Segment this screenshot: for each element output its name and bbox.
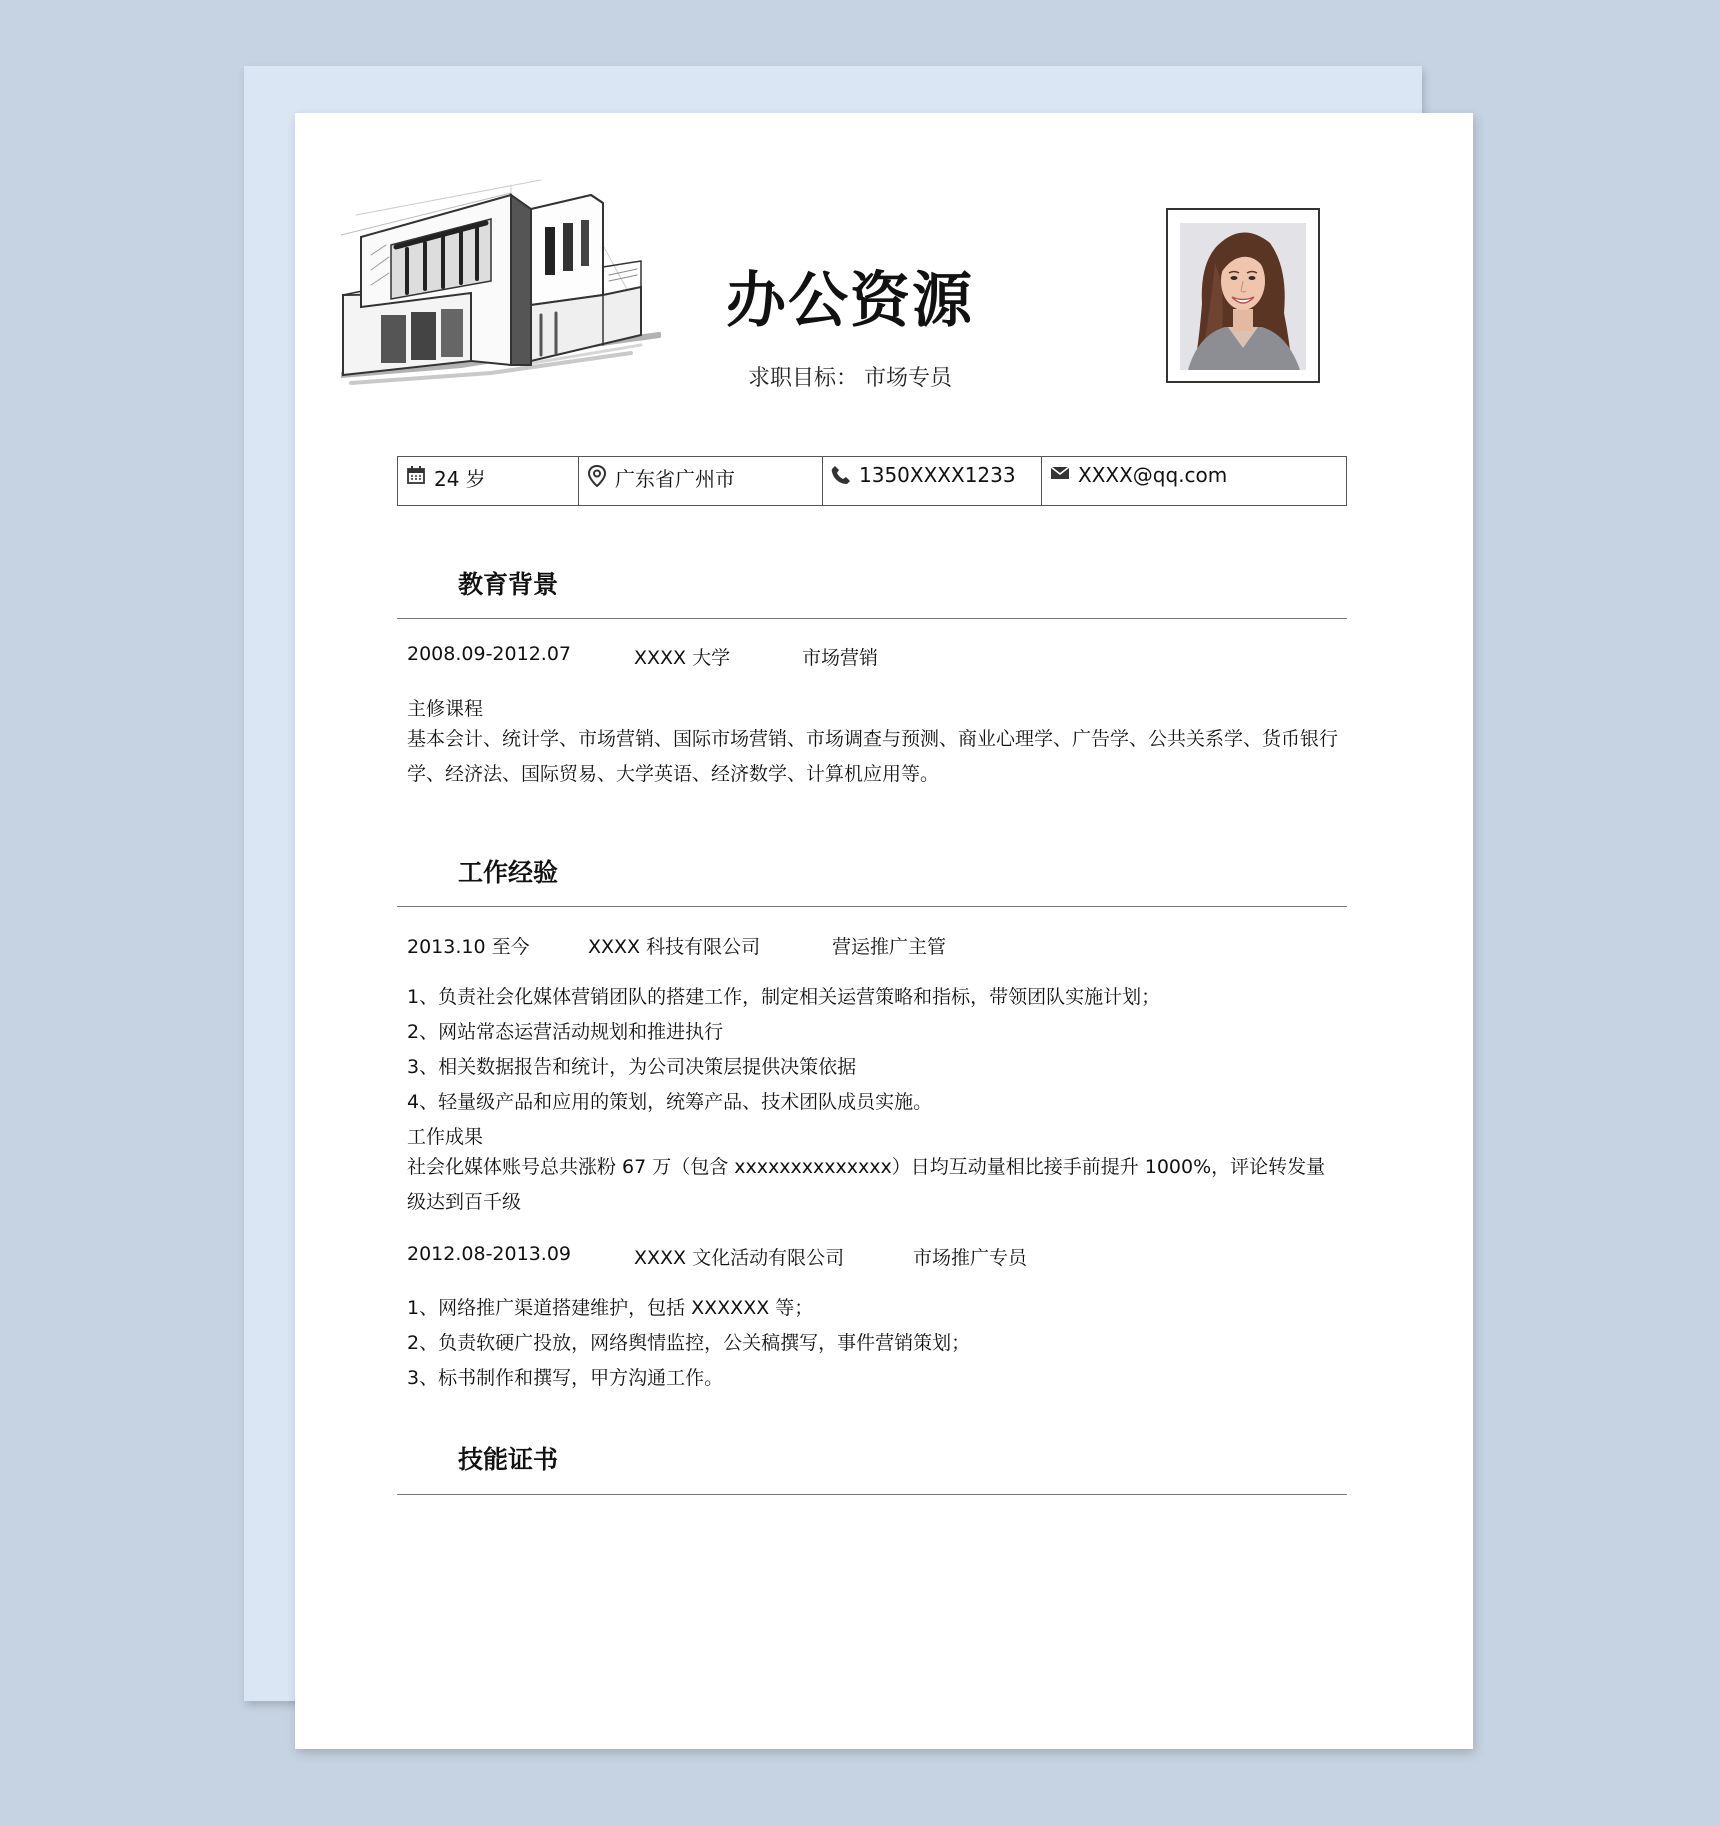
skills-divider (397, 1494, 1347, 1495)
resume-page (295, 113, 1473, 1749)
skills-title: 技能证书 (458, 1445, 559, 1474)
work-divider (397, 906, 1347, 907)
job-duty: 2、负责软硬广投放，网络舆情监控，公关稿撰写，事件营销策划； (407, 1332, 971, 1354)
courses-text: 基本会计、统计学、市场营销、国际市场营销、市场调查与预测、商业心理学、广告学、公共关系学、货币银行学、经济法、国际贸易、大学英语、经济数学、计算机应用等。 (407, 728, 1339, 785)
job-period: 2013.10 至今 (407, 936, 530, 958)
job-duty: 4、轻量级产品和应用的策划，统筹产品、技术团队成员实施。 (407, 1091, 933, 1113)
job-company: XXXX 科技有限公司 (588, 936, 761, 958)
age-value: 24 岁 (434, 467, 486, 491)
contact-info-bar (397, 456, 1347, 506)
job-period: 2012.08-2013.09 (407, 1243, 571, 1265)
education-school: XXXX 大学 (634, 647, 731, 669)
achievements-text: 社会化媒体账号总共涨粉 67 万（包含 xxxxxxxxxxxxxx）日均互动量相比接手前提升 1000%，评论转发量级达到百千级 (407, 1156, 1326, 1213)
courses-label: 主修课程 (407, 698, 484, 720)
job-duty: 3、相关数据报告和统计，为公司决策层提供决策依据 (407, 1056, 857, 1078)
work-title: 工作经验 (458, 858, 559, 887)
job-role: 市场推广专员 (913, 1247, 1028, 1269)
education-title: 教育背景 (458, 570, 559, 599)
phone-icon (831, 465, 851, 485)
education-divider (397, 618, 1347, 619)
job-objective (655, 361, 1045, 392)
job-duty: 2、网站常态运营活动规划和推进执行 (407, 1021, 724, 1043)
objective-value: 市场专员 (864, 366, 953, 391)
education-period: 2008.09-2012.07 (407, 643, 571, 665)
age-cell (398, 457, 579, 505)
envelope-icon (1050, 465, 1070, 481)
job-company: XXXX 文化活动有限公司 (634, 1247, 845, 1269)
achievements-label: 工作成果 (407, 1126, 484, 1148)
email-cell (1042, 457, 1346, 505)
candidate-name: 办公资源 (726, 266, 974, 336)
education-major: 市场营销 (802, 647, 879, 669)
location-cell (579, 457, 823, 505)
calendar-icon (406, 465, 426, 485)
phone-value: 1350XXXX1233 (859, 463, 1016, 487)
email-value: XXXX@qq.com (1078, 463, 1228, 487)
phone-cell (823, 457, 1042, 505)
objective-label: 求职目标： (747, 366, 858, 391)
job-duty: 1、网络推广渠道搭建维护，包括 XXXXXX 等； (407, 1297, 814, 1319)
photo-frame (1166, 208, 1320, 383)
location-value: 广东省广州市 (615, 467, 735, 491)
job-duty: 1、负责社会化媒体营销团队的搭建工作，制定相关运营策略和指标，带领团队实施计划； (407, 986, 1161, 1008)
building-sketch-image (341, 175, 661, 387)
job-role: 营运推广主管 (832, 936, 947, 958)
job-duty: 3、标书制作和撰写，甲方沟通工作。 (407, 1367, 724, 1389)
location-pin-icon (587, 465, 607, 487)
profile-photo (1180, 223, 1306, 370)
